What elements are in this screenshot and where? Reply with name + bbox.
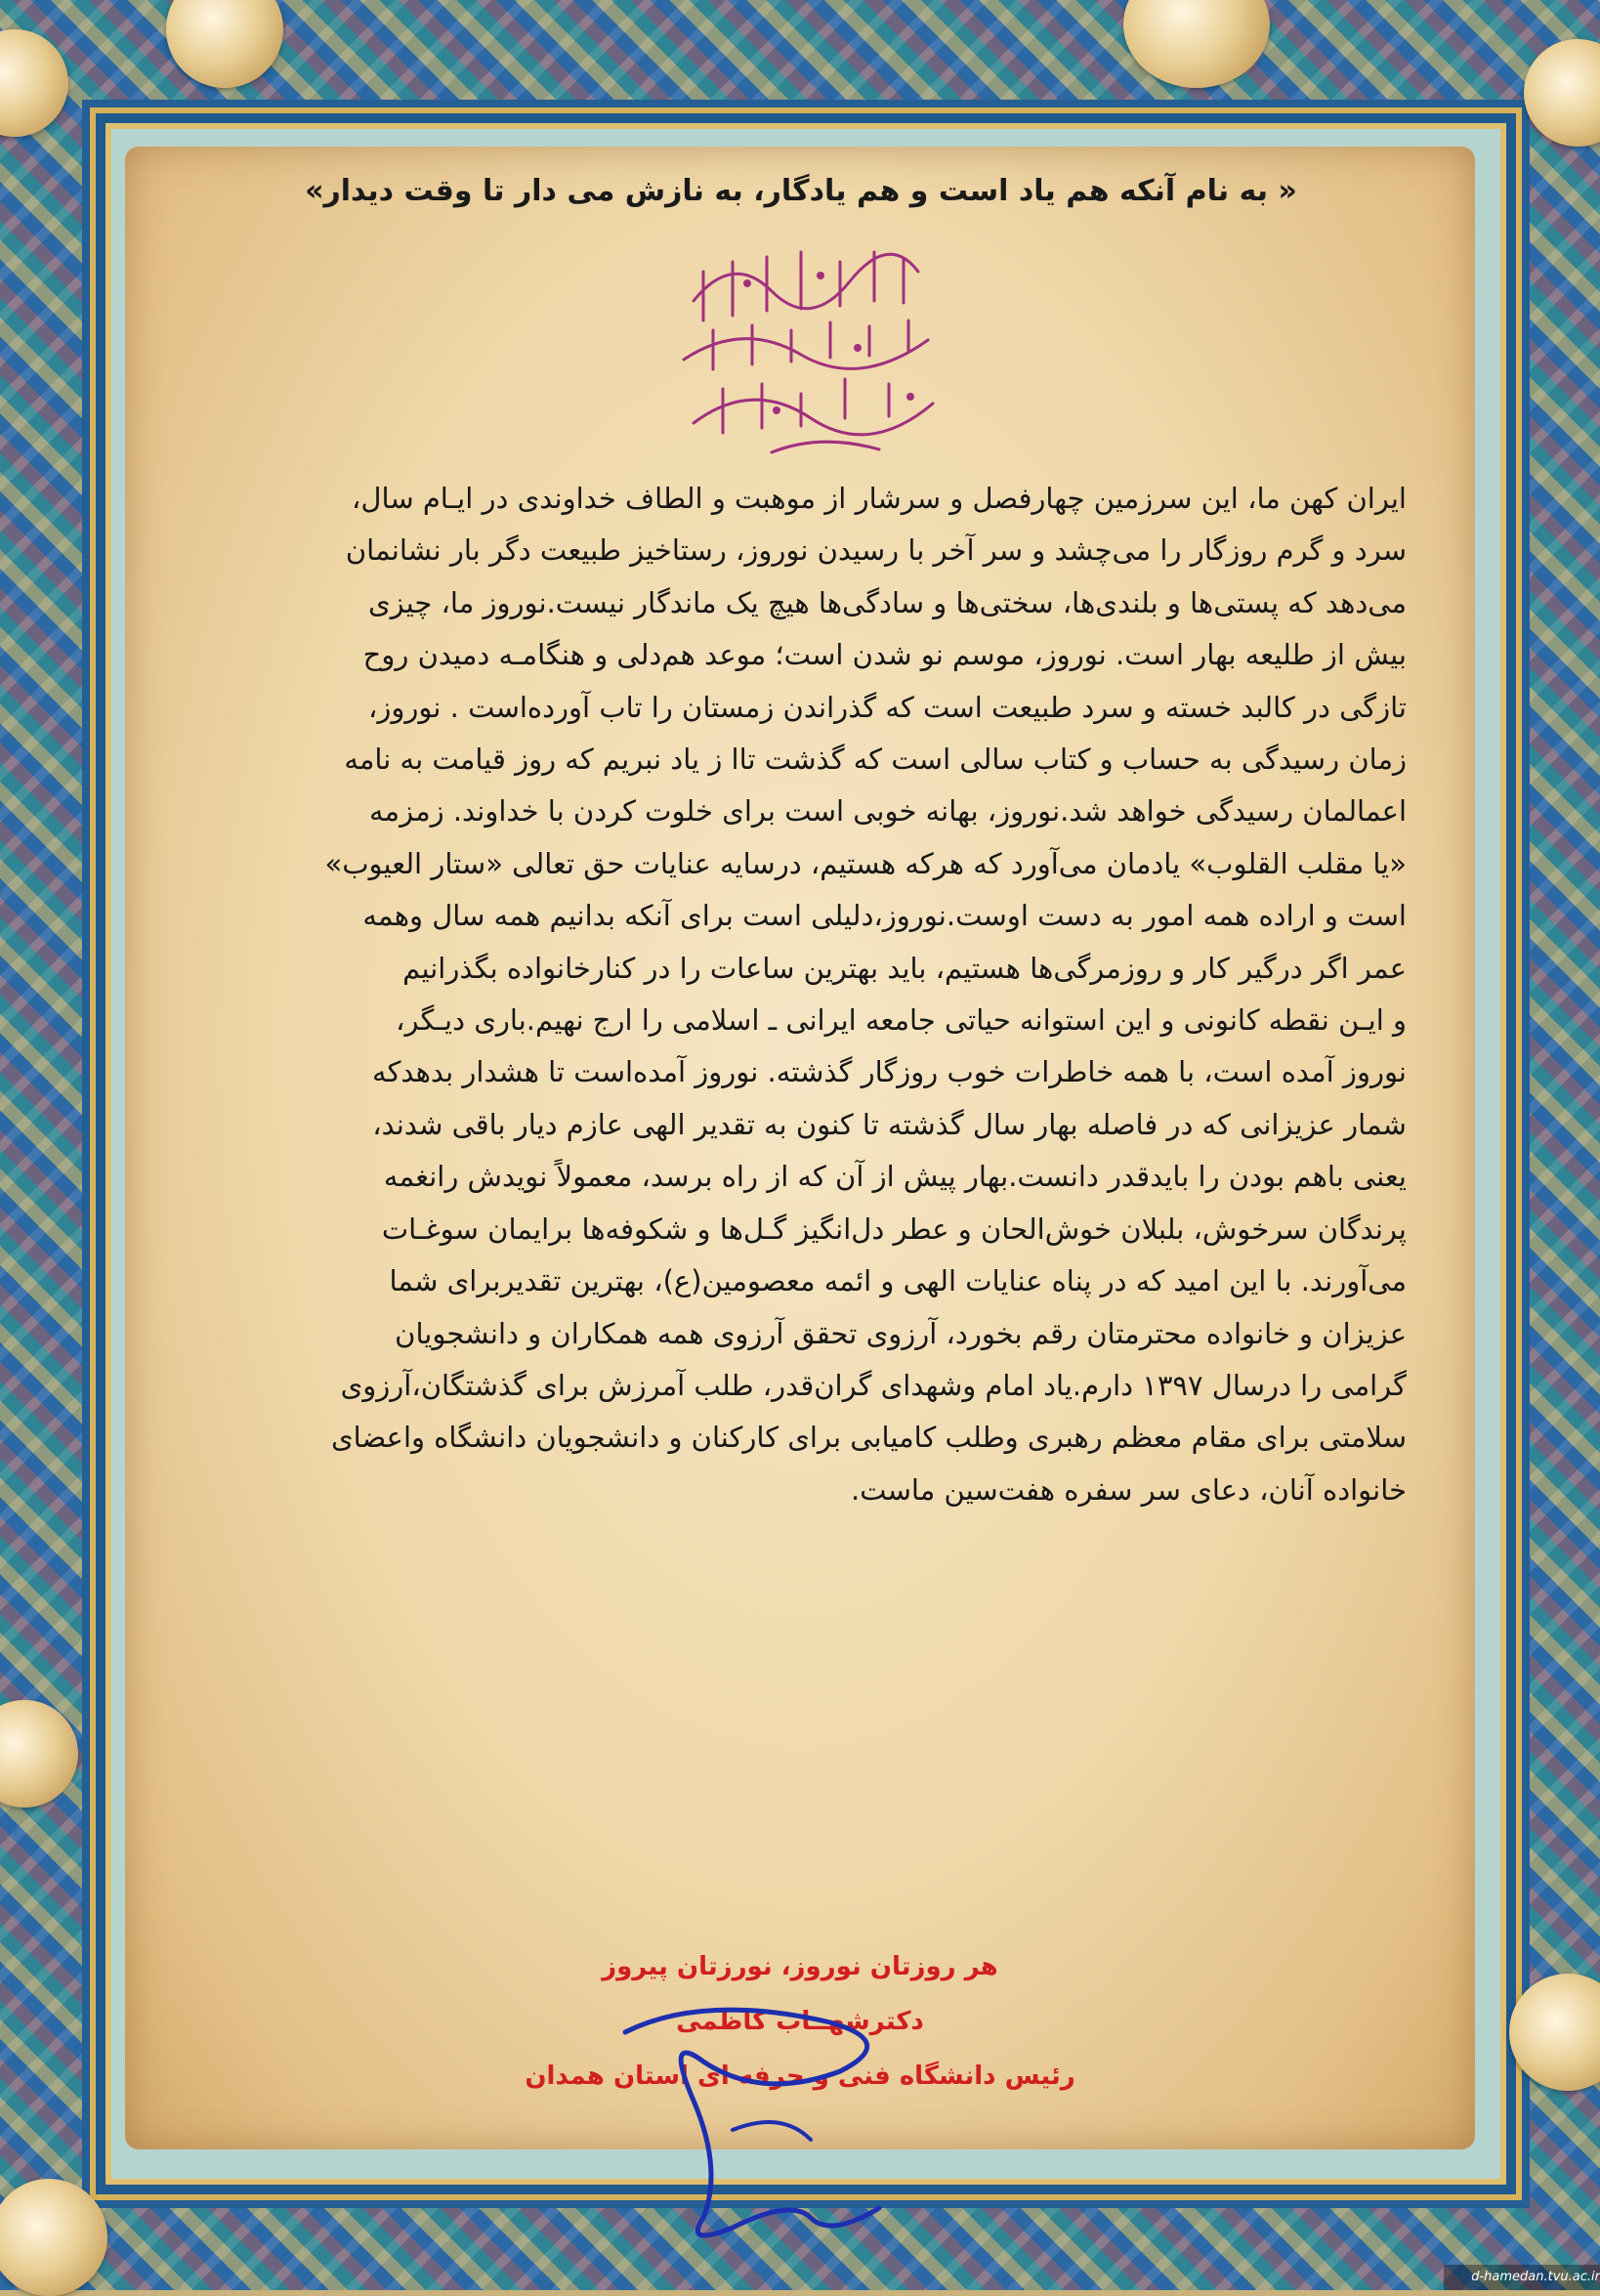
body-line: است و اراده همه امور به دست اوست.نوروز،دلیلی است برای آنکه بدانیم همه سال وهمه <box>362 899 1407 933</box>
body-line: شمار عزیزانی که در فاصله بهار سال گذشته تا کنون به تقدیر الهی عازم دیار باقی شدند، <box>372 1107 1407 1141</box>
body-line: پرندگان سرخوش، بلبلان خوش‌الحان و عطر دل‌انگیز گـل‌ها و شکوفه‌ها برایمان سوغـات <box>381 1212 1407 1246</box>
body-line: «یا مقلب القلوب» یادمان می‌آورد که هرکه هستیم، درسایه عنایات حق تعالی «ستار العیوب» <box>324 846 1407 880</box>
letter-body <box>195 473 1407 1516</box>
body-line: ایران کهن ما، این سرزمین چهارفصل و سرشار از موهبت و الطاف خداوندی در ایـام سال، <box>352 482 1407 515</box>
body-line: بیش از طلیعه بهار است. نوروز، موسم نو شدن است؛ موعد هم‌دلی و هنگامـه دمیدن روح <box>362 638 1407 672</box>
closing-greeting: هر روزتان نوروز، نورزتان پیروز <box>602 1952 998 1981</box>
body-line: عمر اگر درگیر کار و روزمرگی‌ها هستیم، باید بهترین ساعات را در کنارخانواده بگذرانیم <box>402 951 1407 985</box>
site-watermark: d-hamedan.tvu.ac.ir <box>1444 2265 1600 2290</box>
body-line: خانواده آنان، دعای سر سفره هفت‌سین ماست. <box>850 1472 1407 1507</box>
body-line: تازگی در کالبد خسته و سرد طبیعت است که گذراندن زمستان را تاب آورده‌است . نوروز، <box>368 690 1407 724</box>
body-line: سرد و گرم روزگار را می‌چشد و سر آخر با رسیدن نوروز، رستاخیز طبیعت دگر بار نشانمان <box>345 533 1407 568</box>
body-line: می‌دهد که پستی‌ها و بلندی‌ها، سختی‌ها و سادگی‌ها هیچ یک ماندگار نیست.نوروز ما، چیزی <box>367 585 1407 619</box>
body-line: عزیزان و خانواده محترمتان رقم بخورد، آرزوی تحقق آرزوی همه همکاران و دانشجویان <box>395 1316 1407 1350</box>
letter-heading: « به نام آنکه هم یاد است و هم یادگار، به نازش می دار تا وقت دیدار» <box>305 174 1297 208</box>
body-line: یعنی باهم بودن را بایدقدر دانست.بهار پیش از آن که از راه برسد، معمولاً نویدش رانغمه <box>383 1160 1407 1194</box>
body-line: نوروز آمده است، با همه خاطرات خوب روزگار گذشته. نوروز آمده‌است تا هشدار بدهدکه <box>372 1055 1407 1089</box>
body-line: گرامی را درسال ۱۳۹۷ دارم.یاد امام وشهدای گران‌قدر، طلب آمرزش برای گذشتگان،آرزوی <box>340 1368 1407 1402</box>
body-line: می‌آورند. با این امید که در پناه عنایات الهی و ائمه معصومین(ع)، بهترین تقدیربرای شما <box>389 1264 1407 1298</box>
body-line: سلامتی برای مقام معظم رهبری وطلب کامیابی برای کارکنان و دانشجویان دانشگاه واعضای <box>330 1421 1407 1455</box>
handwritten-signature-icon <box>586 1993 918 2247</box>
body-line: اعمالمان رسیدگی خواهد شد.نوروز، بهانه خوبی است برای خلوت کردن با خداوند. زمزمه <box>369 794 1407 829</box>
body-line: و ایـن نقطه کانونی و این استوانه حیاتی جامعه ایرانی ـ اسلامی را ارج نهیم.باری دیـگر، <box>396 1003 1407 1038</box>
calligraphy-emblem-icon <box>654 233 947 467</box>
body-line: زمان رسیدگی به حساب و کتاب سالی است که گذشت تاا ز یاد نبریم که روز قیامت به نامه <box>344 743 1407 777</box>
signer-position: رئیس دانشگاه فنی و حرفه ای استان همدان <box>525 2062 1075 2091</box>
signer-name: دکترشهــاب کاظمی <box>676 2007 924 2036</box>
